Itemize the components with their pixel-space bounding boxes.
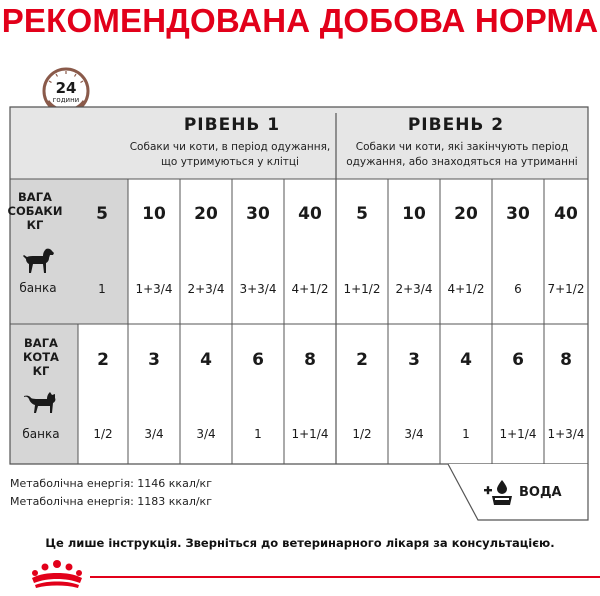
cat-can-cell: 1+3/4 (547, 427, 585, 441)
clock-unit: години (52, 96, 80, 104)
cat-can-cell: 1/2 (93, 427, 113, 441)
cat-icon (22, 390, 60, 416)
cat-weight-cell: 4 (200, 350, 212, 370)
dog-weight-label-line: КГ (26, 218, 44, 232)
level-1-description (90, 138, 370, 172)
dog-weight-cell: 30 (506, 204, 530, 224)
dog-weight-cell: 10 (402, 204, 426, 224)
dog-weight-label-line: ВАГА (18, 190, 52, 204)
dog-weight-cell: 5 (96, 204, 108, 224)
cat-can-cell: 1/2 (352, 427, 372, 441)
dog-can-cell: 3+3/4 (239, 282, 277, 296)
cat-can-cell: 1+1/4 (291, 427, 329, 441)
cat-weight-label-line: КОТА (23, 350, 59, 364)
dog-can-cell: 7+1/2 (547, 282, 585, 296)
page-title: РЕКОМЕНДОВАНА ДОБОВА НОРМА (1, 2, 599, 39)
dog-can-cell: 1+3/4 (135, 282, 173, 296)
dog-weight-cell: 10 (142, 204, 166, 224)
dog-can-cell: 4+1/2 (291, 282, 329, 296)
dog-can-cell: 1 (98, 282, 106, 296)
cat-weight-cell: 2 (97, 350, 109, 370)
dog-weight-cell: 40 (554, 204, 578, 224)
cat-can-cell: 3/4 (404, 427, 424, 441)
dog-can-cell: 2+3/4 (187, 282, 225, 296)
clock-hours: 24 (55, 79, 77, 97)
cat-weight-cell: 4 (460, 350, 472, 370)
cat-can-cell: 1+1/4 (499, 427, 537, 441)
cat-can-cell: 3/4 (144, 427, 164, 441)
level-1-description-line: що утримуються у клітці (161, 156, 299, 168)
disclaimer-note: Це лише інструкція. Зверніться до ветеринарного лікаря за консультацією. (45, 536, 555, 550)
cat-can-cell: 3/4 (196, 427, 216, 441)
energy-line-cat: Метаболічна енергія: 1183 ккал/кг (10, 495, 212, 508)
water-label: ВОДА (519, 485, 562, 500)
cat-weight-cell: 8 (304, 350, 316, 370)
dog-icon (20, 246, 56, 276)
cat-weight-cell: 8 (560, 350, 572, 370)
dog-weight-cell: 20 (454, 204, 478, 224)
dog-can-cell: 4+1/2 (447, 282, 485, 296)
level-2-description-line: одужання, або знаходяться на утриманні (346, 156, 578, 168)
dog-weight-cell: 20 (194, 204, 218, 224)
cat-weight-label-line: КГ (32, 364, 50, 378)
dog-weight-cell: 30 (246, 204, 270, 224)
level-2-title: РІВЕНЬ 2 (407, 115, 505, 135)
cat-can-cell: 1 (462, 427, 470, 441)
cat-weight-cell: 3 (408, 350, 420, 370)
level-2-description-line: Собаки чи коти, які закінчують період (355, 141, 569, 153)
cat-weight-cell: 6 (512, 350, 524, 370)
cat-weight-label (10, 334, 72, 380)
dog-can-cell: 1+1/2 (343, 282, 381, 296)
dog-can-cell: 2+3/4 (395, 282, 433, 296)
cat-can-cell: 1 (254, 427, 262, 441)
royal-canin-crown-logo (28, 556, 86, 592)
dog-weight-label (7, 188, 63, 234)
dog-weight-label-line: СОБАКИ (7, 204, 63, 218)
dog-can-cell: 6 (514, 282, 522, 296)
cat-can-label: банка (22, 427, 60, 441)
water-bowl-icon (482, 478, 516, 508)
cat-weight-cell: 6 (252, 350, 264, 370)
level-1-description-line: Собаки чи коти, в період одужання, (129, 141, 331, 153)
cat-weight-cell: 3 (148, 350, 160, 370)
cat-weight-cell: 2 (356, 350, 368, 370)
level-1-title: РІВЕНЬ 1 (183, 115, 281, 135)
dog-weight-cell: 5 (356, 204, 368, 224)
cat-weight-label-line: ВАГА (24, 336, 58, 350)
dog-weight-cell: 40 (298, 204, 322, 224)
energy-line-dog: Метаболічна енергія: 1146 ккал/кг (10, 477, 212, 490)
level-2-description (336, 138, 588, 172)
dog-can-label: банка (19, 281, 57, 295)
